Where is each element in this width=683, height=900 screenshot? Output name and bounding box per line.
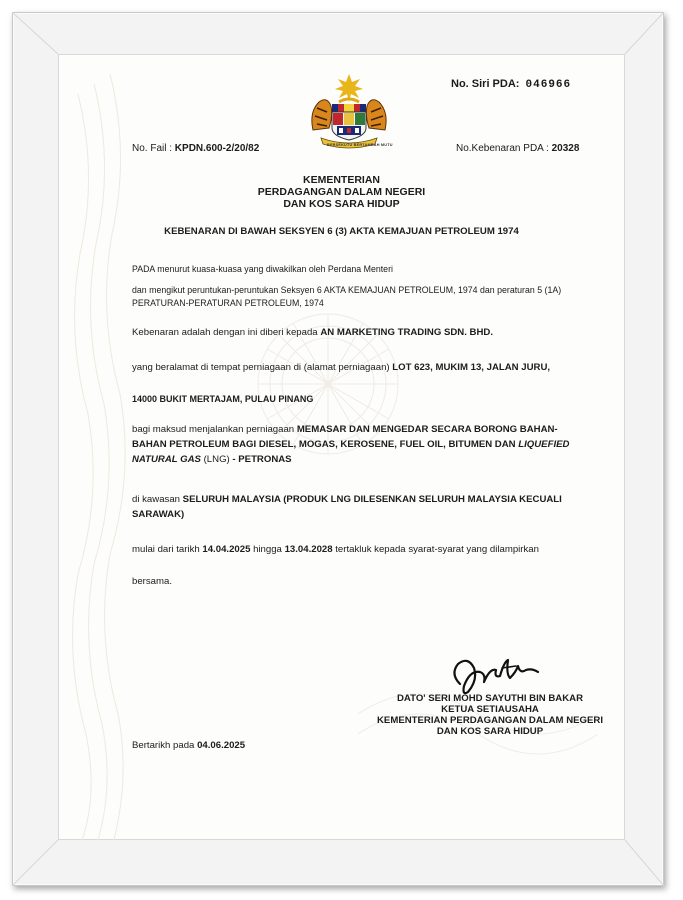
license-number-row [456,143,579,154]
period-to: 13.04.2028 [284,544,333,555]
period-from: 14.04.2025 [202,544,251,555]
paragraph-address [132,362,550,373]
serial-number-row [451,78,571,91]
signatory-ministry-line-2: DAN KOS SARA HIDUP [436,726,544,737]
purpose-lng: LIQUEFIED NATURAL GAS [132,439,570,465]
license-no-value: 20328 [551,143,580,154]
legal-basis-line-2: PERATURAN-PERATURAN PETROLEUM, 1974 [132,298,324,308]
paragraph-authority: PADA menurut kuasa-kuasa yang diwakilkan oleh Perdana Menteri [132,264,393,274]
grantee-name: AN MARKETING TRADING SDN. BHD. [320,327,493,338]
signatory-name: DATO' SERI MOHD SAYUTHI BIN BAKAR [397,693,583,704]
coat-of-arms-motto: BERSEKUTU BERTAMBAH MUTU [327,143,393,147]
period-mid: hingga [253,544,282,555]
signatory-block [320,693,625,737]
area-value: SELURUH MALAYSIA (PRODUK LNG DILESENKAN SELURUH MALAYSIA KECUALI SARAWAK) [132,494,562,520]
period-prefix: mulai dari tarikh [132,544,200,555]
certificate-title: KEBENARAN DI BAWAH SEKSYEN 6 (3) AKTA KEMAJUAN PETROLEUM 1974 [164,226,519,237]
handwritten-signature-icon [446,654,546,696]
paragraph-grantee [132,327,493,338]
issue-date-label: Bertarikh pada [132,740,195,751]
paragraph-purpose [132,422,582,467]
purpose-prefix: bagi maksud menjalankan perniagaan [132,424,295,435]
address-line-1: LOT 623, MUKIM 13, JALAN JURU, [392,362,551,373]
legal-basis-line-1: dan mengikut peruntukan-peruntukan Seksyen 6 AKTA KEMAJUAN PETROLEUM, 1974 dan peraturan 5 (1A) [132,285,562,295]
ministry-heading [208,174,475,210]
purpose-supplier: - PETRONAS [232,454,292,465]
certificate-paper [58,54,625,840]
purpose-goods: MEMASAR DAN MENGEDAR SECARA BORONG BAHAN-BAHAN PETROLEUM BAGI DIESEL, MOGAS, KEROSENE, FUEL OIL, BITUMEN DAN [132,424,558,450]
serial-label: No. Siri PDA: [451,78,520,90]
address-prefix: yang beralamat di tempat perniagaan di (alamat perniagaan) [132,362,390,373]
file-no-label: No. Fail : [132,143,173,154]
paragraph-period [132,544,539,555]
serial-value: 046966 [525,79,572,91]
purpose-lng-abbrev: (LNG) [203,454,230,465]
paragraph-legal-basis [132,284,561,310]
signatory-title: KETUA SETIAUSAHA [441,704,539,715]
signatory-ministry-line-1: KEMENTERIAN PERDAGANGAN DALAM NEGERI [377,715,603,726]
area-prefix: di kawasan [132,494,180,505]
ministry-line-3: DAN KOS SARA HIDUP [283,198,400,210]
ministry-line-1: KEMENTERIAN [302,174,380,186]
period-suffix: tertakluk kepada syarat-syarat yang dilampirkan [335,544,539,555]
address-line-2: 14000 BUKIT MERTAJAM, PULAU PINANG [132,394,314,404]
ministry-line-2: PERDAGANGAN DALAM NEGERI [257,186,426,198]
paragraph-closing: bersama. [132,576,172,587]
issue-date-value: 04.06.2025 [197,740,246,751]
malaysia-coat-of-arms-icon [299,72,399,154]
paragraph-area [132,492,582,522]
file-no-value: KPDN.600-2/20/82 [174,143,260,154]
issue-date-row [132,740,245,751]
license-no-label: No.Kebenaran PDA : [456,143,549,154]
file-number-row [132,143,259,154]
grantee-prefix: Kebenaran adalah dengan ini diberi kepada [132,327,318,338]
